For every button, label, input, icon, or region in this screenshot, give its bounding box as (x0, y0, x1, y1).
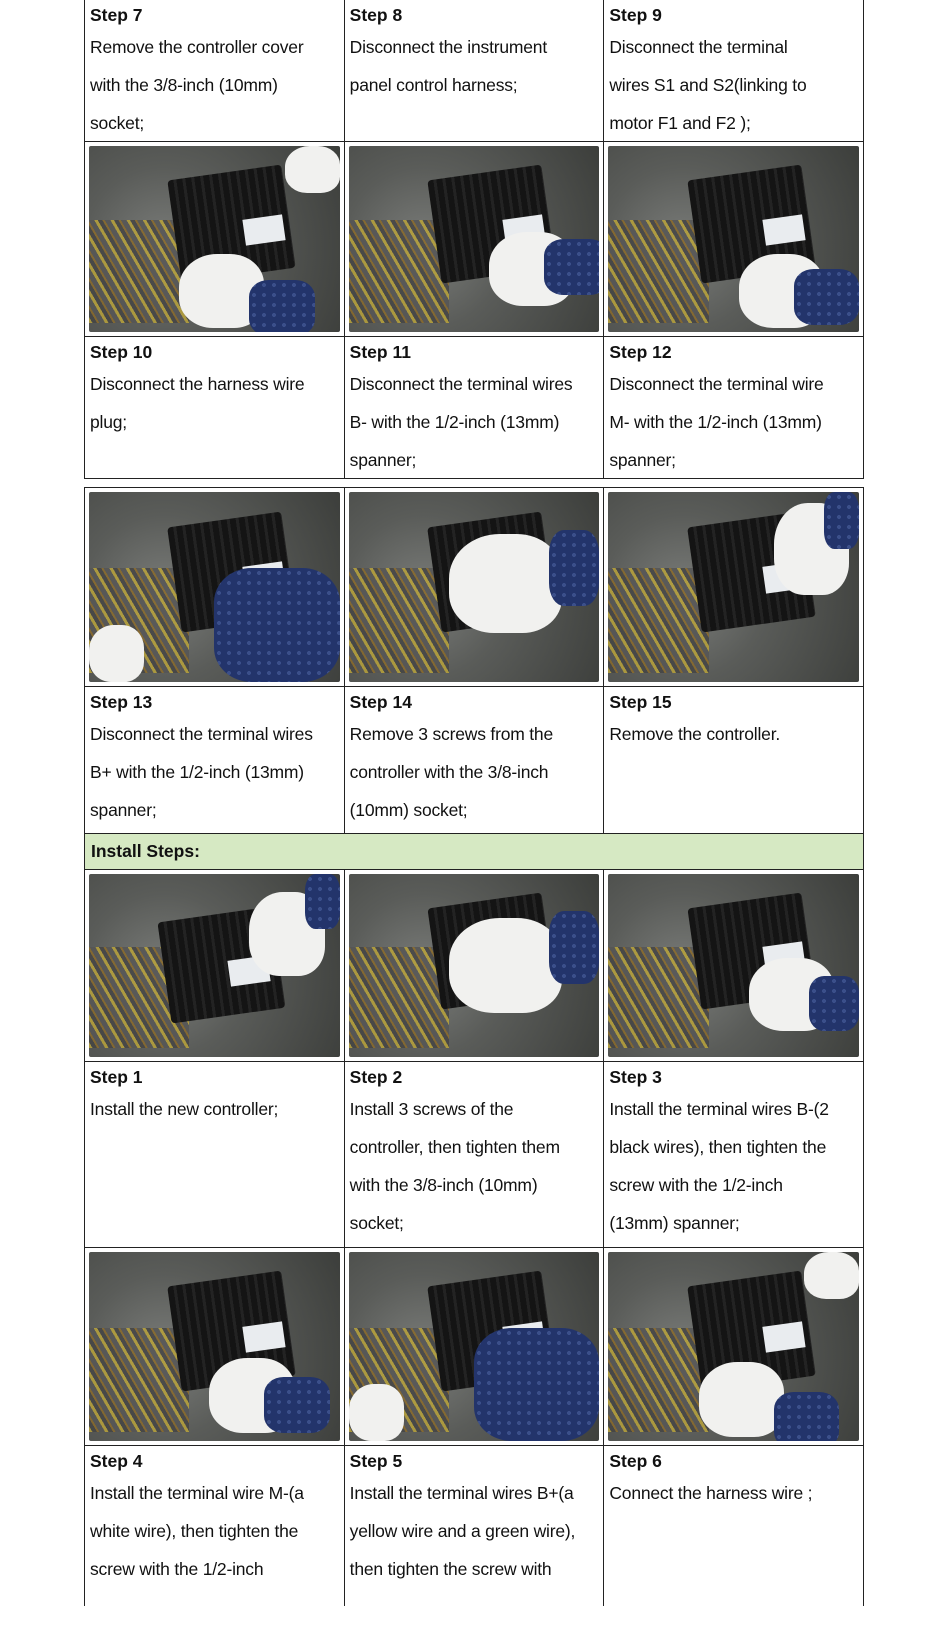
steps-13-15-row (84, 687, 864, 834)
step-14-cell (344, 687, 604, 833)
step-desc-line: Disconnect the terminal (609, 37, 788, 57)
step-photo (89, 492, 340, 682)
step-photo (608, 146, 859, 332)
step-photo (89, 146, 340, 332)
step-desc-line: with the 3/8-inch (10mm) (349, 1175, 538, 1195)
step-photo (608, 874, 859, 1057)
step-photo (89, 874, 340, 1057)
step-title: Step 14 (349, 692, 412, 712)
step-title: Step 9 (609, 5, 662, 25)
step-photo (349, 1252, 600, 1441)
step-photo (349, 874, 600, 1057)
step-desc-line: M- with the 1/2-inch (13mm) (609, 412, 822, 432)
step-desc-line: B+ with the 1/2-inch (13mm) (90, 762, 304, 782)
step-desc-line: Disconnect the harness wire (90, 374, 305, 394)
step-title: Step 15 (609, 692, 672, 712)
install-step-1-cell (85, 1062, 344, 1247)
step-7-cell (85, 0, 344, 141)
step-photo (608, 1252, 859, 1441)
step-desc-line: wires S1 and S2(linking to (609, 75, 807, 95)
install-step-5-cell (344, 1446, 604, 1606)
step-9-cell (603, 0, 863, 141)
step-desc-line: motor F1 and F2 ); (609, 113, 751, 133)
step-8-cell (344, 0, 604, 141)
step-desc-line: B- with the 1/2-inch (13mm) (349, 412, 560, 432)
step-desc-line: Disconnect the terminal wires (349, 374, 573, 394)
step-photo (349, 146, 600, 332)
step-desc-line: yellow wire and a green wire), (349, 1521, 576, 1541)
install-step-2-cell (344, 1062, 604, 1247)
step-desc-line: screw with the 1/2-inch (90, 1559, 264, 1579)
step-desc-line: Disconnect the instrument (349, 37, 547, 57)
instruction-table (84, 0, 864, 1606)
step-desc-line: plug; (90, 412, 127, 432)
step-11-cell (344, 337, 604, 478)
steps-10-12-row (84, 337, 864, 479)
step-desc-line: socket; (349, 1213, 404, 1233)
step-title: Step 1 (90, 1067, 143, 1087)
step-10-cell (85, 337, 344, 478)
step-title: Step 3 (609, 1067, 662, 1087)
step-desc-line: (10mm) socket; (349, 800, 468, 820)
step-title: Step 10 (90, 342, 153, 362)
step-desc-line: Remove the controller cover (90, 37, 304, 57)
step-title: Step 11 (349, 342, 411, 362)
step-title: Step 4 (90, 1451, 143, 1471)
step-desc-line: Install the terminal wires B-(2 (609, 1099, 829, 1119)
step-desc-line: Disconnect the terminal wires (90, 724, 313, 744)
step-desc-line: spanner; (90, 800, 157, 820)
step-desc-line: Install the terminal wire M-(a (90, 1483, 304, 1503)
step-desc-line: controller, then tighten them (349, 1137, 560, 1157)
step-desc-line: controller with the 3/8-inch (349, 762, 549, 782)
step-desc-line: Remove the controller. (609, 724, 781, 744)
install-step-6-cell (603, 1446, 863, 1606)
step-desc-line: Connect the harness wire ; (609, 1483, 813, 1503)
step-desc-line: Install the new controller; (90, 1099, 279, 1119)
install-steps-4-6-row (84, 1446, 864, 1606)
install-steps-header (84, 834, 864, 870)
photos-row-4 (84, 1248, 864, 1446)
step-desc-line: Disconnect the terminal wire (609, 374, 824, 394)
step-title: Step 6 (609, 1451, 662, 1471)
photos-row-2 (84, 487, 864, 687)
install-step-3-cell (603, 1062, 863, 1247)
step-desc-line: Install 3 screws of the (349, 1099, 514, 1119)
step-photo (608, 492, 859, 682)
step-desc-line: Install the terminal wires B+(a (349, 1483, 574, 1503)
step-desc-line: (13mm) spanner; (609, 1213, 740, 1233)
step-desc-line: Remove 3 screws from the (349, 724, 553, 744)
step-12-cell (603, 337, 863, 478)
step-photo (89, 1252, 340, 1441)
step-desc-line: socket; (90, 113, 145, 133)
install-steps-title: Install Steps: (91, 841, 200, 861)
step-desc-line: spanner; (609, 450, 676, 470)
step-15-cell (603, 687, 863, 833)
photos-row-1 (84, 142, 864, 337)
step-desc-line: screw with the 1/2-inch (609, 1175, 783, 1195)
step-desc-line: black wires), then tighten the (609, 1137, 827, 1157)
step-title: Step 13 (90, 692, 153, 712)
step-title: Step 7 (90, 5, 143, 25)
install-steps-1-3-row (84, 1062, 864, 1248)
step-desc-line: with the 3/8-inch (10mm) (90, 75, 278, 95)
step-desc-line: white wire), then tighten the (90, 1521, 299, 1541)
step-desc-line: spanner; (349, 450, 417, 470)
step-title: Step 12 (609, 342, 672, 362)
step-desc-line: then tighten the screw with (349, 1559, 552, 1579)
step-photo (349, 492, 600, 682)
step-desc-line: panel control harness; (349, 75, 518, 95)
steps-7-9-row (84, 0, 864, 142)
step-title: Step 2 (349, 1067, 403, 1087)
step-title: Step 5 (349, 1451, 403, 1471)
photos-row-3 (84, 870, 864, 1062)
step-13-cell (85, 687, 344, 833)
step-title: Step 8 (349, 5, 403, 25)
install-step-4-cell (85, 1446, 344, 1606)
